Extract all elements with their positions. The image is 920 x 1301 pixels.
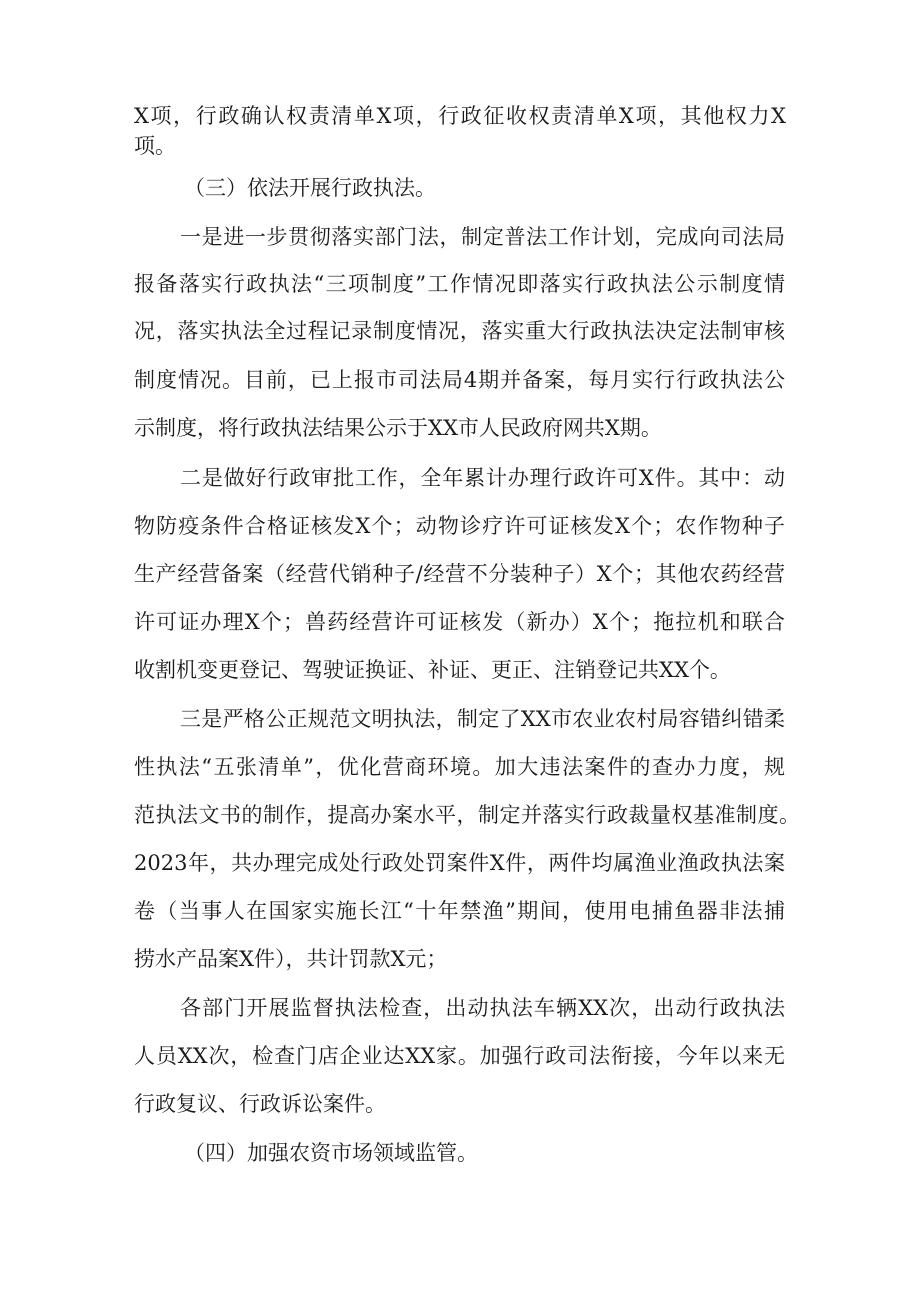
text-line: 人员XX次，检查门店企业达XX家。加强行政司法衔接，今年以来无	[134, 1044, 785, 1068]
text-line: 捞水产品案X件），共计罚款X元；	[134, 947, 448, 971]
text-line: 许可证办理X个；兽药经营许可证核发（新办）X个；拖拉机和联合	[134, 610, 785, 634]
text-line: 各部门开展监督执法检查，出动执法车辆XX次，出动行政执法	[180, 996, 785, 1020]
text-line: 物防疫条件合格证核发X个；动物诊疗许可证核发X个；农作物种子	[134, 514, 785, 538]
text-line: 项。	[134, 134, 176, 158]
text-line: 卷（当事人在国家实施长江“十年禁渔”期间，使用电捕鱼器非法捕	[134, 899, 785, 923]
text-line: 报备落实行政执法“三项制度”工作情况即落实行政执法公示制度情	[134, 272, 785, 296]
text-line: 二是做好行政审批工作，全年累计办理行政许可X件。其中：动	[180, 466, 785, 490]
text-line: X项，行政确认权责清单X项，行政征收权责清单X项，其他权力X	[134, 104, 786, 128]
text-line: 况，落实执法全过程记录制度情况，落实重大行政执法决定法制审核	[134, 319, 785, 343]
text-line: 生产经营备案（经营代销种子/经营不分装种子）X个；其他农药经营	[134, 562, 785, 586]
text-line: 性执法“五张清单”，优化营商环境。加大违法案件的查办力度，规	[134, 755, 785, 779]
section-heading: （三）依法开展行政执法。	[184, 176, 436, 200]
text-line: 2023年，共办理完成处行政处罚案件X件，两件均属渔业渔政执法案	[134, 851, 785, 875]
section-heading: （四）加强农资市场领域监管。	[184, 1141, 478, 1165]
text-line: 三是严格公正规范文明执法，制定了XX市农业农村局容错纠错柔	[180, 707, 785, 731]
text-line: 制度情况。目前，已上报市司法局4期并备案，每月实行行政执法公	[134, 368, 785, 392]
text-line: 一是进一步贯彻落实部门法，制定普法工作计划，完成向司法局	[180, 225, 785, 249]
text-line: 收割机变更登记、驾驶证换证、补证、更正、注销登记共XX个。	[134, 658, 731, 682]
text-line: 行政复议、行政诉讼案件。	[134, 1092, 386, 1116]
text-line: 示制度，将行政执法结果公示于XX市人民政府网共X期。	[134, 416, 662, 440]
text-line: 范执法文书的制作，提高办案水平，制定并落实行政裁量权基准制度。	[134, 803, 800, 827]
